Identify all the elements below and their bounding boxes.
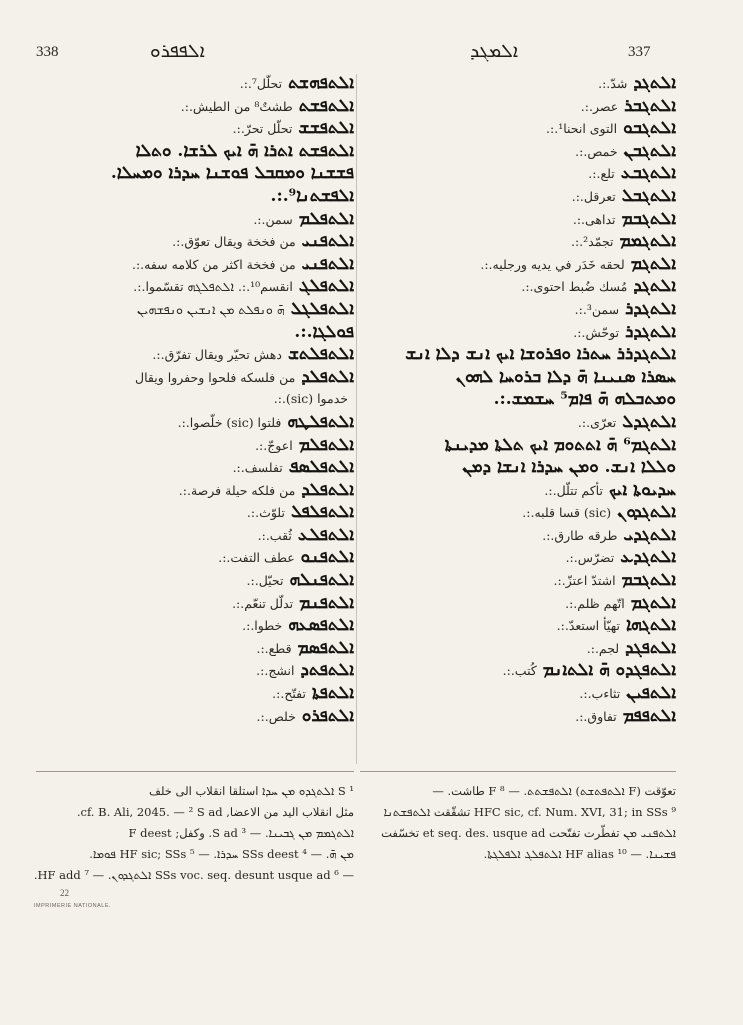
entry-headword: ܐܠܬܓܕܪ [625,298,676,319]
footnote-line: تعوّقت (F ܐܠܬܦܬܫܬ) ܐܠܬܦܫܬܬ. — ⁸ F طاشت. — [432,784,676,798]
entry [358,343,676,366]
column-divider [356,74,357,764]
entry-headword: ܐܠܬܓܕܘܢ [617,502,676,523]
entry-headword: ܐܠܬܦܣܥܗ [288,615,354,636]
entry-gloss: انشج.:. [256,663,295,679]
entry [36,230,354,253]
entry-headword: ܐܠܬܓܕܥ [620,547,676,568]
entry-gloss: خلص.:. [256,708,296,724]
entry [36,705,354,728]
entry-headword: ܐܠܦܫܬܢܐ⁹.:. [270,185,354,206]
footnote-line: ܡܢ ܗ̄. — ⁴ SSs deest ܚܕܪܐ. — ⁵ HF sic; SSs ܦܘܡܐ. [89,847,354,861]
entry-headword: ܐܠܬܦܠܦܠ [290,502,354,523]
right-page-number: 337 [628,44,651,60]
entry-headword: ܚܕܝܘܬܐ ܐܝܟ [608,479,676,500]
entry [36,434,354,457]
entry-headword: ܐܠܬܦܠܕ [301,366,354,387]
entry-gloss: طشتٌ⁸ من الطيش.:. [180,98,293,114]
entry-headword: ܐܠܬܦܓܕ [625,637,676,658]
left-running-title: ܐܠܦܦܪܘ [150,40,205,62]
entry [358,185,676,208]
entry-gloss: اشتدّ اعتزّ.:. [553,573,616,589]
entry-gloss: تثاءب.:. [579,686,621,702]
entry [358,411,676,434]
entry-headword: ܐܠܬܦܬܕ [300,660,354,681]
entry-headword: ܐܠܬܦܓܕܘ ܗ̄ ܐܠܬܐܢܡ [542,660,676,681]
entry-headword: ܐܠܬܦܠܣܦ [288,457,354,478]
entry-gloss: لحقه خَدَر في يديه ورجليه.:. [480,256,625,272]
entry-gloss: تداهى.:. [572,211,616,227]
entry-headword: ܐܠܬܦܠܬܫ [287,344,354,365]
entry-headword: ܐܠܬܓܕ [633,73,676,93]
entry [358,614,676,637]
footnote-line: ⁹ HFC sic, cf. Num. XVI, 31; in SSs تشقّقت ܐܠܬܦܫܬܢܐ [383,805,676,819]
entry [358,388,676,411]
entry-gloss: تحيّل.:. [246,573,284,589]
entry-gloss: تفتّح.:. [272,686,306,702]
entry-headword: ܐܠܬܦܗܫܬ [288,73,354,93]
entry-gloss: خدموا (sic).:. [273,391,348,407]
entry-headword: ܐܠܬܓܕ [633,276,676,297]
entry-gloss: ثُقب.:. [257,527,292,543]
entry-gloss: ܗ̄ ܘܢܦܠܬ ܡܢ ܐܢܫܝܢ ܘܢܦܫܗܝܢ [136,301,285,317]
entry-headword: ܐܠܬܓܕܝ [623,524,676,545]
entry-gloss: توحّش.:. [573,324,620,340]
entry [36,321,354,344]
entry-headword: ܐܠܬܦܢܡ [299,592,354,613]
entry-headword: ܐܠܬܦܫܬ ܐܬܪܐ ܗ̄ ܐܝܟ ܠܪܫܐ. ܘܬܠܐ [135,140,354,161]
entry-gloss: تدلّل تنعّم.:. [232,595,294,611]
entry-headword: ܐܠܬܓܡܡ [619,231,676,252]
entry-gloss: (sic) قسا قلبه.:. [522,505,612,521]
entry-gloss: خمص.:. [575,143,618,159]
imprint-line: IMPRIMERIE NATIONALE. [34,903,112,909]
entry-gloss: سمن³.:. [574,301,620,317]
entry [36,501,354,524]
entry-headword: ܐܠܬܦܬܐ [311,683,354,704]
entry-gloss: سمن.:. [253,211,293,227]
entry [36,411,354,434]
entry-gloss: عطف التفت.:. [218,550,295,566]
entry [36,456,354,479]
entry [36,682,354,705]
entry-headword: ܐܠܬܦܫܬ [298,95,354,116]
entry-headword: ܐܠܬܓܕܪ [625,321,676,342]
entry-headword: ܐܠܬܓܒܘ [623,118,676,139]
footnote-line: ¹ S ܐܠܬܓܕܘ ܡܢ ܚܕܐ استلقا انقلاب الى خلف [149,784,354,798]
entry [36,524,354,547]
entry-gloss: تضرّس.:. [565,550,615,566]
entry [358,366,676,389]
entry [358,659,676,682]
entry-gloss: تفاوق.:. [575,708,617,724]
entry [36,366,354,389]
entry-headword: ܐܠܬܦܢܝ [301,253,354,274]
entry-gloss: من فخخة ويقال تعوّق.:. [172,234,296,250]
entry [36,614,354,637]
entry-gloss: من فلكه حيلة فرصة.:. [178,482,296,498]
entry-headword: ܐܠܬܦܪܘ [301,705,354,726]
entry [358,230,676,253]
entry-headword: ܐܠܬܓܒܢ [623,140,676,161]
entry-headword: ܐܠܬܦܢܝ [301,231,354,252]
left-column [36,72,354,727]
entry [358,208,676,231]
entry-gloss: تهيّأ استعدّ.:. [556,618,620,634]
entry-headword: ܐܠܬܦܠܡ [298,434,354,455]
entry-headword: ܘܡܬܒܠܗ ܗ̄ ܦܐܡ⁵ ܚܫܡܫ.:. [493,389,676,410]
entry [36,298,354,321]
entry-headword: ܐܠܬܦܠܓܠ [290,298,354,319]
entry [358,162,676,185]
entry [36,479,354,502]
entry [358,501,676,524]
entry-headword: ܐܠܬܦܝܢ [626,683,676,704]
entry-headword: ܚܣܪܐ ܣܢܝܢܐ ܗ̄ ܕܠܐ ܒܪܘܚܐ ܠܗܘܢ [455,366,676,387]
entry [36,343,354,366]
entry [36,592,354,615]
entry-gloss: خطوا.:. [242,618,283,634]
entry-headword: ܐܠܬܦܠܥ [297,524,354,545]
entry-headword: ܐܠܬܓܒܠ [621,185,676,206]
entry [358,546,676,569]
entry [358,592,676,615]
entry [358,569,676,592]
entry-headword: ܐܠܬܓܒܡ [621,570,676,591]
footnote-line: ܐܠܬܦܢܝ ܡܢ تفطّرت تفتّحت et seq. des. usque ad تخسّفت [381,826,676,840]
entry [36,140,354,163]
entry [36,185,354,208]
footnote-line: ܐܠܬܓܡܡ ܡܢ ܓܒܝܢܐ. — ³ S ad. وكفل; F deest [128,826,354,840]
entry [36,162,354,185]
entry-headword: ܐܠܬܓܒܡ [621,208,676,229]
entry-gloss: شدّ.:. [598,76,628,91]
entry [36,72,354,95]
left-page-number: 338 [36,44,59,60]
entry [358,705,676,728]
entry-headword: ܐܠܬܓܡ [630,592,676,613]
entry [36,546,354,569]
footnote-line: — ⁶ SSs voc. seq. desunt usque ad ܐܠܬܓܕܘܢ. — ⁷ HF add. [33,868,354,882]
right-running-title: ܐܠܡܓܕ [470,40,519,62]
entry-gloss: اعوجّ.:. [255,437,293,453]
entry-headword: ܐܠܬܓܗܐ [625,615,676,636]
entry-headword: ܘܠܠܐ ܐܢܫ. ܘܡܢ ܚܕܪܐ ܐܢܫܐ ܕܡܢ [462,457,676,478]
entry [358,117,676,140]
entry-headword: ܐܠܬܓܕܪܪ ܚܬܪܐ ܘܦܪܘܫܐ ܐܝܟ ܐܢܫ ܕܠܐ ܐܢܫ [405,344,676,365]
entry-headword: ܐܠܬܦܠܓ [298,276,354,297]
entry-headword: ܐܠܬܦܠܡ [298,208,354,229]
entry-gloss: قطع.:. [256,640,292,656]
entry [36,637,354,660]
entry-gloss: دهش تحيّر ويقال تفرّق.:. [152,347,282,363]
entry-headword: ܐܠܬܦܢܘ [300,547,354,568]
entry [358,140,676,163]
entry [358,479,676,502]
entry [358,524,676,547]
entry [358,275,676,298]
entry-headword: ܐܠܬܦܫܫ [298,118,354,139]
entry [36,388,354,411]
footnote-rule-right [360,771,676,772]
entry-headword: ܐܠܬܦܢܠܗ [289,570,354,591]
entry-gloss: كُتب.:. [502,663,537,679]
entry-gloss: عصر.:. [580,98,619,114]
entry-gloss: تلع.:. [588,166,615,182]
entry [36,117,354,140]
entry [36,569,354,592]
footnotes-right [360,781,676,865]
entry-gloss: لجم.:. [586,640,620,656]
footnote-rule-left [36,771,354,772]
entry-headword: ܐܠܬܦܠܛܗ [287,411,354,432]
entry-gloss: تجمّد².:. [570,234,614,250]
entry [358,253,676,276]
entry [358,321,676,344]
entry-gloss: تلوّث.:. [246,505,285,521]
entry [358,298,676,321]
entry [36,659,354,682]
entry-headword: ܦܘܠܓܐ.:. [294,321,354,342]
entry-gloss: تأكم تتلّل.:. [544,482,603,498]
entry [36,275,354,298]
entry-gloss: تحلّل تحرّ.:. [232,121,293,137]
entry-headword: ܐܠܬܓܕܠ [622,411,676,432]
entry [358,682,676,705]
entry [358,95,676,118]
entry-gloss: من فخخة اكثر من كلامه سفه.:. [132,256,296,272]
footnotes-left [33,781,354,886]
entry-gloss: فلتوا (sic) خلّصوا.:. [177,414,282,430]
entry-gloss: اتّهم ظلم.:. [565,595,625,611]
entry-gloss: انقسم¹⁰.:. ܐܠܬܦܠܓܗ تقسّموا.:. [133,279,293,295]
entry-headword: ܐܠܬܦܠܕ [301,479,354,500]
entry [358,434,676,457]
footnote-line: مثل انقلاب اليد من الاعضا, cf. B. Ali, 2045. — ² S ad. [76,805,354,819]
entry [358,456,676,479]
entry-headword: ܐܠܬܦܦܡ [622,705,676,726]
entry [36,208,354,231]
signature-mark: 22 [60,888,69,898]
entry [358,637,676,660]
entry-gloss: تعرّى.:. [577,414,617,430]
right-column [358,72,676,727]
entry-gloss: التوى انحنا¹.:. [546,121,618,137]
entry-gloss: تفلسف.:. [232,460,283,476]
entry-gloss: تحلّل⁷.:. [239,76,283,91]
entry-headword: ܐܠܬܓܒܥ [620,163,676,184]
entry [358,72,676,95]
entry [36,253,354,276]
entry-headword: ܐܠܬܓܒܪ [624,95,676,116]
entry-headword: ܐܠܬܓܡ [630,253,676,274]
entry-headword: ܦܫܫܢܐ ܘܡܩܒܠ ܦܘܫܢܐ ܚܕܪܐ ܘܡܚܠܐ. [110,163,354,184]
footnote-line: ܦܫܝܢܐ. — ¹⁰ HF alias ܐܠܬܦܠܓ ܐܠܦܠܓܬܐ. [483,847,676,861]
entry-headword: ܐܠܬܓܡ⁶ ܗ̄ ܐܬܬܘܡ ܐܝܟ ܬܠܬܐ ܡܕܝܢܬܐ [444,434,676,455]
entry-gloss: طرقه طارق.:. [542,527,618,543]
entry-gloss: تعرقل.:. [571,188,616,204]
entry-gloss: مُسك ضُبط احتوى.:. [521,279,628,295]
entry-headword: ܐܠܬܦܣܡ [297,637,354,658]
entry-gloss: من فلسكه فلحوا وحفروا ويقال [135,369,296,385]
entry [36,95,354,118]
